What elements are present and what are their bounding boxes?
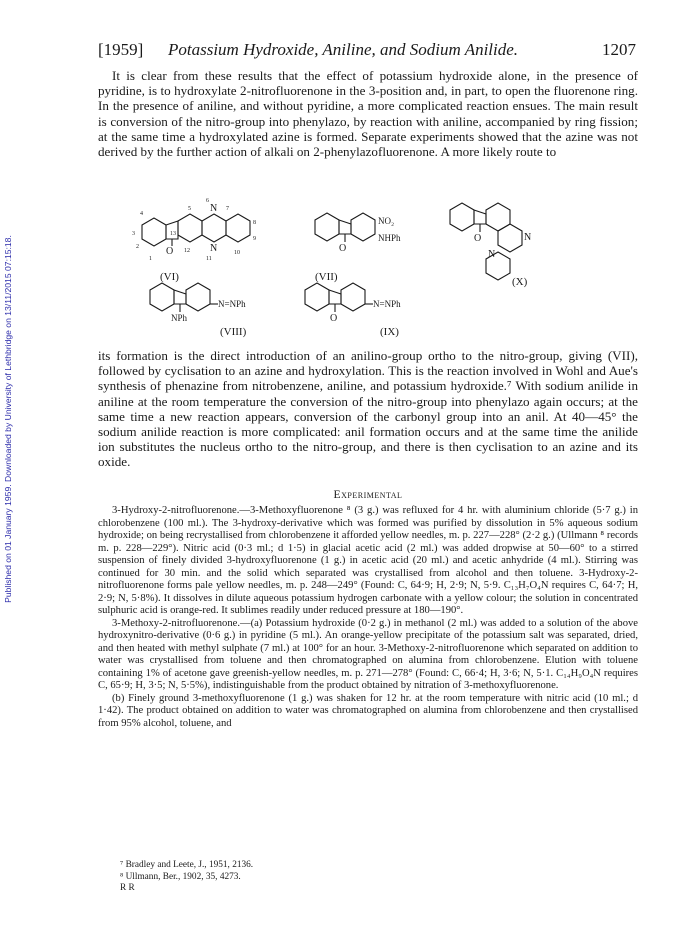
structure-x — [450, 203, 531, 288]
ix-azo: N=NPh — [373, 299, 401, 309]
vii-no2: NO₂ — [378, 216, 395, 226]
page-header — [98, 40, 636, 60]
vi-num-2: 2 — [136, 244, 139, 250]
experimental-para-2: 3-Methoxy-2-nitrofluorenone.—(a) Potassium hydroxide (0·2 g.) in methanol (2 ml.) was added to a solution of the above hydroxynitro-derivative (0·6 g.) in pyridine (5 ml.). An orange-yellow precipitate of the potassium salt was separated, dried, and then heated with methyl sulphate (7 ml.) at 100° for an hour. 3-Methoxy-2-nitrofluorenone which separated on addition to water was crystallised from toluene and then chromatographed on alumina from chlorobenzene. Elution with toluene containing 1% of acetone gave greenish-yellow needles, m. p. 271—278° (Found: C, 66·4; H, 3·6; N, 5·1. C₁₄H₉O₄N requires C, 65·9; H, 3·5; N, 5·5%), indistinguishable from the product obtained by nitration of 3-methoxyfluorenone. — [98, 617, 638, 691]
footnote-8: ⁸ Ullmann, Ber., 1902, 35, 4273. — [120, 871, 241, 882]
x-n-right: N — [524, 232, 532, 243]
vi-num-6: 6 — [206, 198, 209, 204]
viii-nph: NPh — [171, 313, 188, 323]
footnote-7: ⁷ Bradley and Leete, J., 1951, 2136. — [120, 860, 254, 870]
vi-num-4: 4 — [140, 211, 143, 217]
vi-num-10: 10 — [234, 250, 240, 256]
experimental-para-3: (b) Finely ground 3-methoxyfluorenone (1 g.) was shaken for 12 hr. at the room temperature with nitric acid (10 ml.; d 1·42). The product obtained on addition to water was chromatographed on alumina from chlorobenzene and then crystallised from 95% alcohol, toluene, and — [98, 692, 638, 729]
vii-nhph: NHPh — [378, 233, 401, 243]
side-provenance-note — [2, 170, 14, 670]
experimental-para-1: 3-Hydroxy-2-nitrofluorenone.—3-Methoxyfluorenone ⁸ (3 g.) was refluxed for 4 hr. with aluminium chloride (5·7 g.) in chlorobenzene (100 ml.). The 3-hydroxy-derivative which was formed was purified by dissolution in 5% aqueous sodium hydroxide; on being recrystallised from chlorobenzene it afforded yellow needles, m. p. 227—228° (2·2 g.) (Ullmann ⁸ records m. p. 228—229°). Nitric acid (0·3 ml.; d 1·5) in glacial acetic acid (2 ml.) was added dropwise at 50—60° to a stirred suspension of finely divided 3-hydroxyfluorenone (1 g.) in acetic acid (20 ml.) and acetic anhydride (4 ml.). Stirring was continued for 30 min. and the solid which separated was crystallised from alcohol and then toluene. 3-Hydroxy-2-nitrofluorenone forms pale yellow needles, m. p. 248—249° (Found: C, 64·9; H, 2·9; N, 5·9. C₁₃H₇O₄N requires C, 64·7; H, 2·9; N, 5·8%). It dissolves in dilute aqueous potassium hydrogen carbonate with a yellow colour; the solution in concentrated sulphuric acid is orange-red. It sublimes readily under reduced pressure at 180—190°. — [98, 505, 638, 616]
x-n-left: N — [488, 249, 496, 260]
footnotes — [120, 860, 253, 895]
structure-ix — [305, 283, 401, 338]
vi-num-7: 7 — [226, 206, 229, 212]
label-x: (X) — [512, 276, 528, 288]
label-ix: (IX) — [380, 326, 399, 338]
ix-o: O — [330, 313, 338, 324]
header-year: [1959] — [98, 40, 144, 59]
x-o: O — [474, 233, 482, 244]
vi-num-11: 11 — [206, 256, 212, 262]
header-page-number: 1207 — [602, 40, 636, 59]
label-vi: (VI) — [160, 271, 179, 283]
chemical-structures-figure — [130, 180, 630, 350]
vi-num-3: 3 — [132, 231, 135, 237]
vi-num-5: 5 — [188, 206, 191, 212]
side-note-text: Published on 01 January 1959. Downloaded by University of Lethbridge on 13/11/2015 07:15:18. — [3, 235, 13, 603]
intro-paragraph: It is clear from these results that the effect of potassium hydroxide alone, in the presence of pyridine, is to hydroxylate 2-nitrofluorenone in the 3-position and, in part, to open the fluorenone ring. In the presence of aniline, and without pyridine, a more complicated reaction ensues. The main result is conversion of the nitro-group into phenylazo, by reaction with aniline, accompanied by ring fission; at the same time a hydroxylated azine is formed. Separate experiments showed that the azine was not derived by the further action of alkali on 2-phenylazofluorenone. A more likely route to — [98, 68, 638, 160]
vi-num-13: 13 — [170, 231, 176, 237]
intro-paragraph-block — [98, 68, 638, 159]
structure-vii — [315, 213, 401, 283]
vi-num-1: 1 — [149, 256, 152, 262]
label-vii: (VII) — [315, 271, 338, 283]
structure-vi — [132, 198, 256, 283]
experimental-block — [98, 505, 638, 730]
header-title: Potassium Hydroxide, Aniline, and Sodium Anilide. — [168, 40, 519, 59]
signature-mark: R R — [120, 883, 135, 893]
discussion-block — [98, 348, 638, 470]
vi-num-9: 9 — [253, 236, 256, 242]
vi-o: O — [166, 246, 174, 257]
label-viii: (VIII) — [220, 326, 247, 338]
structure-viii — [150, 283, 247, 338]
discussion-paragraph: its formation is the direct introduction of an anilino-group ortho to the nitro-group, giving (VII), followed by cyclisation to an azine and hydroxylation. This is the reaction involved in Wohl and Aue's synthesis of phenazine from nitrobenzene, aniline, and potassium hydroxide.⁷ With sodium anilide in aniline at the room temperature the conversion of the nitro-group into phenylazo again occurs; at the same time a new reaction appears, conversion of the carbonyl group into an anil. At 40—45° the sodium anilide reaction is more complicated: anil formation occurs and at the same time the anilide ion substitutes the nucleus ortho to the nitro-group, and there is then cyclisation to an azine and its oxide. — [98, 348, 638, 470]
section-heading-experimental: Experimental — [333, 488, 403, 501]
vii-o: O — [339, 243, 347, 254]
vi-n-bottom: N — [210, 243, 218, 254]
vi-n-top: N — [210, 203, 218, 214]
vi-num-8: 8 — [253, 220, 256, 226]
viii-azo: N=NPh — [218, 299, 246, 309]
vi-num-12: 12 — [184, 248, 190, 254]
